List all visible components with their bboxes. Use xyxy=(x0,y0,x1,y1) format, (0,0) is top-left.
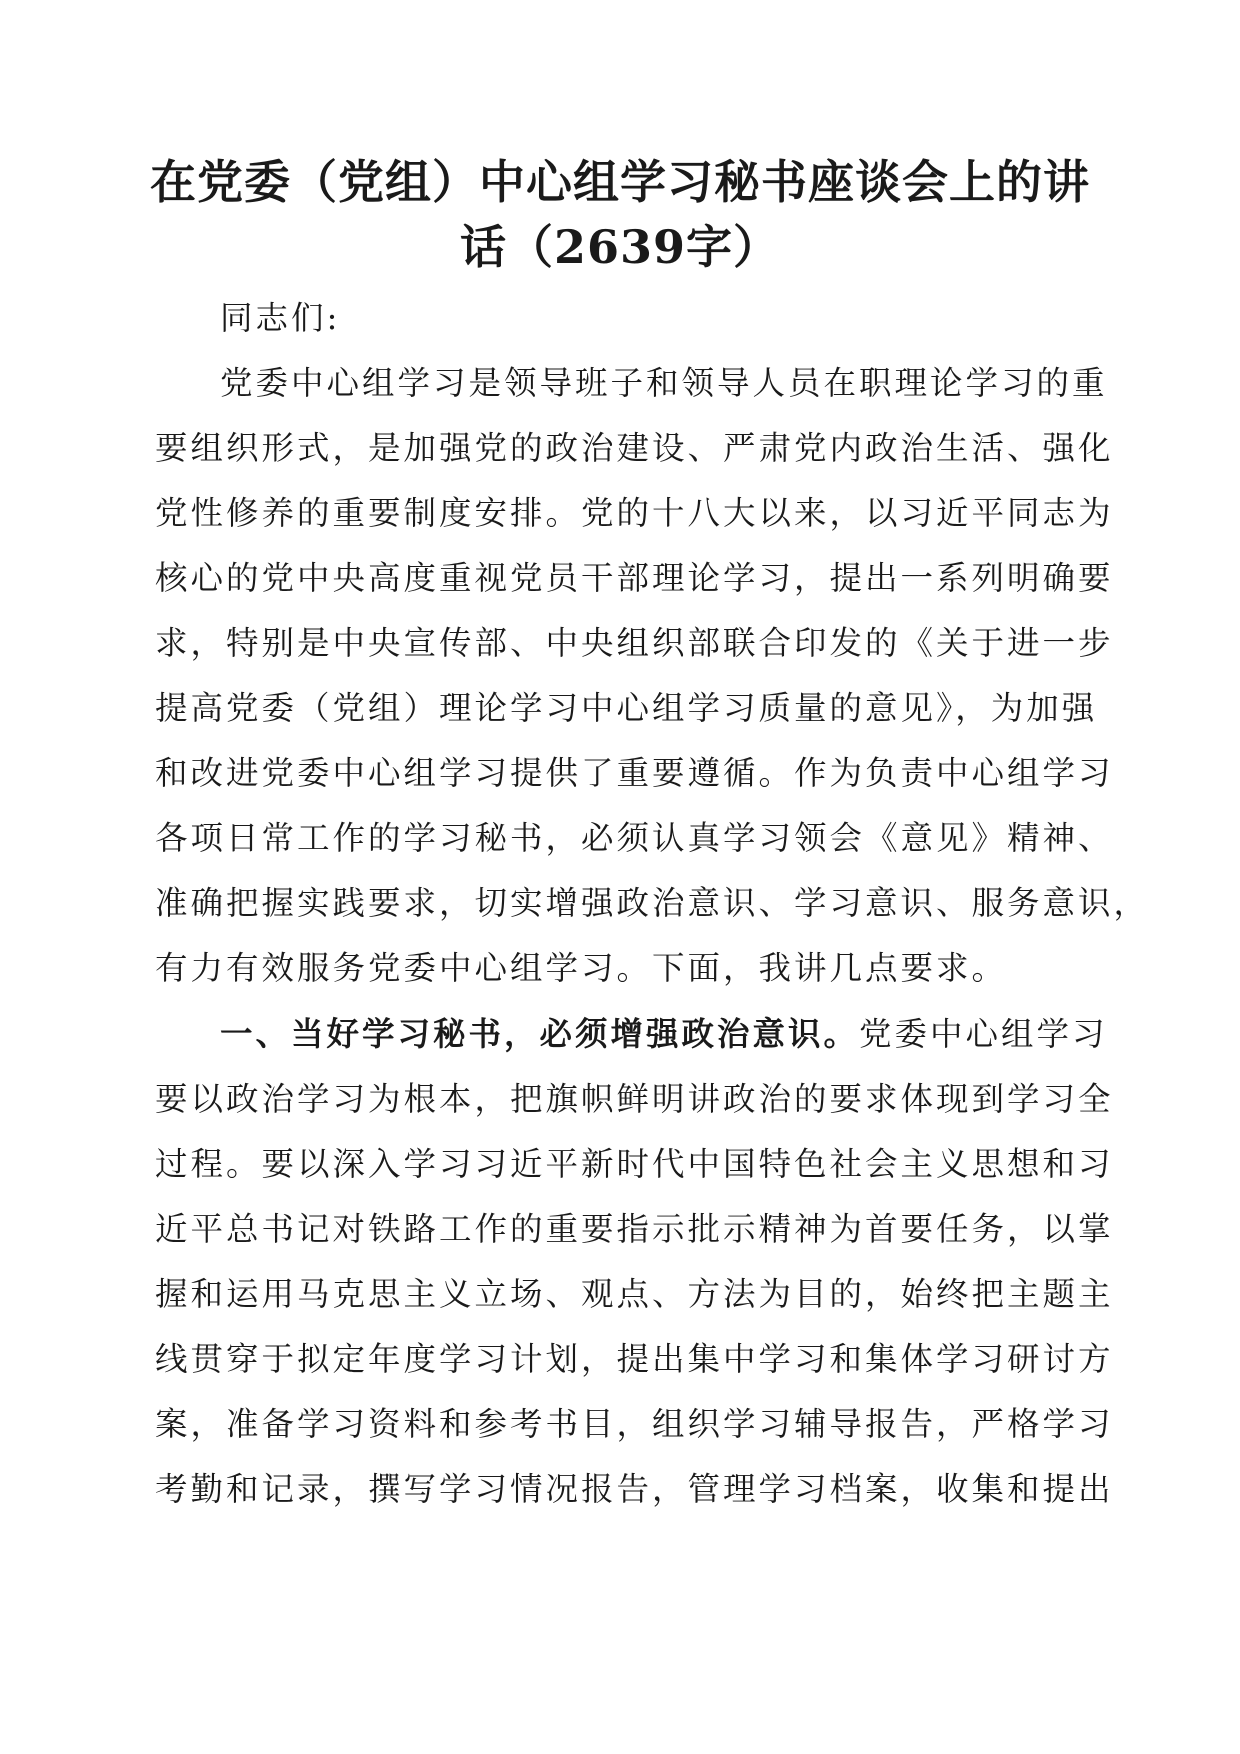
text-line: 和改进党委中心组学习提供了重要遵循。作为负责中心组学习 xyxy=(155,754,1114,792)
text-line: 有力有效服务党委中心组学习。下面，我讲几点要求。 xyxy=(155,949,1008,987)
text-line: 要组织形式，是加强党的政治建设、严肃党内政治生活、强化 xyxy=(155,429,1114,467)
paragraph-intro xyxy=(155,351,1150,1001)
section-1-first-line-text: 党委中心组学习 xyxy=(859,1015,1108,1053)
text-line: 准确把握实践要求，切实增强政治意识、学习意识、服务意识， xyxy=(155,884,1150,922)
text-line: 党委中心组学习是领导班子和领导人员在职理论学习的重 xyxy=(220,364,1108,402)
text-line: 要以政治学习为根本，把旗帜鲜明讲政治的要求体现到学习全 xyxy=(155,1080,1114,1118)
document-body xyxy=(155,286,1150,1522)
text-line: 近平总书记对铁路工作的重要指示批示精神为首要任务，以掌 xyxy=(155,1210,1114,1248)
title-line-2: 话（2639字） xyxy=(459,220,781,274)
text-line: 握和运用马克思主义立场、观点、方法为目的，始终把主题主 xyxy=(155,1275,1114,1313)
text-line: 过程。要以深入学习习近平新时代中国特色社会主义思想和习 xyxy=(155,1145,1114,1183)
text-line: 求，特别是中央宣传部、中央组织部联合印发的《关于进一步 xyxy=(155,624,1114,662)
title-line-1: 在党委（党组）中心组学习秘书座谈会上的讲 xyxy=(150,155,1090,209)
text-line: 案，准备学习资料和参考书目，组织学习辅导报告，严格学习 xyxy=(155,1405,1114,1443)
section-1-heading: 一、当好学习秘书，必须增强政治意识。 xyxy=(220,1014,860,1053)
document-title xyxy=(150,150,1090,280)
text-line: 考勤和记录，撰写学习情况报告，管理学习档案，收集和提出 xyxy=(155,1470,1114,1508)
section-1-first-line xyxy=(155,1001,1108,1067)
text-line: 党性修养的重要制度安排。党的十八大以来，以习近平同志为 xyxy=(155,494,1114,532)
greeting: 同志们: xyxy=(220,299,341,337)
text-line: 各项日常工作的学习秘书，必须认真学习领会《意见》精神、 xyxy=(155,819,1114,857)
text-line: 核心的党中央高度重视党员干部理论学习，提出一系列明确要 xyxy=(155,559,1114,597)
text-line: 线贯穿于拟定年度学习计划，提出集中学习和集体学习研讨方 xyxy=(155,1340,1114,1378)
text-line: 提高党委（党组）理论学习中心组学习质量的意见》，为加强 xyxy=(155,689,1098,727)
paragraph-section-1 xyxy=(155,1001,1114,1522)
